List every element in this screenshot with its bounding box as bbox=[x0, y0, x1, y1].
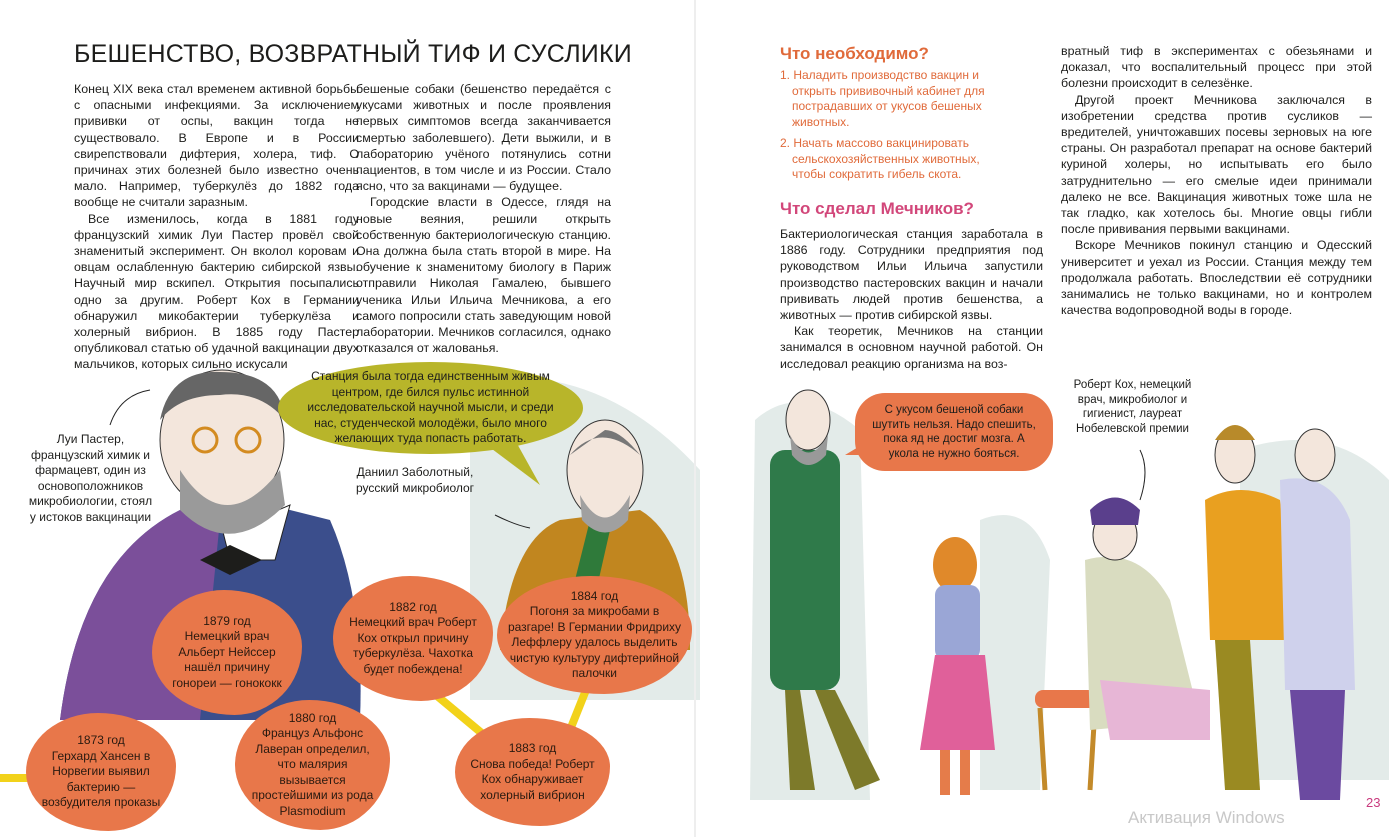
done-heading: Что сделал Мечников? bbox=[780, 199, 974, 218]
paragraph: Все изменилось, когда в 1881 году французский химик Луи Пастер провёл свой знаменитый эксперимент. Он вколол коровам и овцам ослабленную бактерию сибирской язвы. Научный мир вскипел. Открытия посыпались одно за другим. Роберт Кох в Германии обнаружил микобактерии туберкулёза и холерный вибрион. В 1885 году Пастер опубликовал статью об удачной вакцинации двух мальчиков, которых сильно искусали bbox=[74, 211, 359, 372]
timeline-year: 1882 год bbox=[389, 599, 437, 614]
need-item: 2. Начать массово вакцинировать сельскохозяйственных животных, чтобы сократить гибель скота. bbox=[780, 136, 980, 181]
timeline-year: 1884 год bbox=[570, 588, 619, 603]
text-column-3 bbox=[780, 226, 1043, 372]
koch-scene-illustration bbox=[1035, 425, 1355, 800]
timeline-bubble-1884 bbox=[497, 576, 692, 694]
timeline-text: Немецкий врач Альберт Нейссер нашёл причину гонореи — гонококк bbox=[172, 629, 282, 690]
page-title: БЕШЕНСТВО, ВОЗВРАТНЫЙ ТИФ И СУСЛИКИ bbox=[74, 40, 632, 68]
need-heading: Что необходимо? bbox=[780, 44, 929, 63]
quote-bubble: Станция была тогда единственным живым центром, где бился пульс истинной исследовательской научной мысли, и среди нас, студенческой молодёжи, было много желающих туда попасть работать. bbox=[278, 362, 583, 454]
paragraph: Городские власти в Одессе, глядя на новые веяния, решили открыть собственную бактериологическую станцию. Она должна была стать второй в мире. На обучение к знаменитому биологу в Париж отправили Николая Гамалею, бывшего ученика Ильи Ильича Мечникова, а его самого попросили стать заведующим новой лаборатории. Мечников согласился, однако отказался от жалованья. bbox=[356, 195, 611, 356]
timeline-text: Снова победа! Роберт Кох обнаруживает холерный вибрион bbox=[470, 756, 595, 802]
timeline-text: Погоня за микробами в разгаре! В Германии Фридриху Леффлеру удалось выделить чистую культуру дифтерийной палочки bbox=[507, 604, 682, 680]
paragraph: Другой проект Мечникова заключался в изобретении средства против сусликов — вредителей, уничтожавших посевы зерновых на юге страны. Он разработал препарат на основе бактерий куриной холеры, но испытывать его было затруднительно — его смелые идеи принимали далеко не все. Вакцинация животных тоже шла не так гладко, как хотелось бы. Многие овцы гибли после прививания первыми вакцинами. bbox=[1061, 92, 1372, 237]
timeline-text: Немецкий врач Роберт Кох открыл причину туберкулёза. Чахотка будет побеждена! bbox=[349, 615, 477, 676]
text-column-1 bbox=[74, 81, 359, 373]
timeline-year: 1873 год bbox=[77, 733, 125, 748]
timeline-text: Герхард Хансен в Норвегии выявил бактерию — возбудителя проказы bbox=[41, 748, 161, 810]
need-list bbox=[780, 68, 1010, 189]
pasteur-caption: Луи Пастер, французский химик и фармацевт, один из основоположников микробиологии, стоял у истоков вакцинации bbox=[28, 432, 153, 524]
timeline-year: 1879 год bbox=[203, 613, 251, 628]
paragraph: Как теоретик, Мечников на станции занимался в основном научной работой. Он исследовал реакцию организма на воз- bbox=[780, 324, 1043, 371]
koch-caption: Роберт Кох, немецкий врач, микробиолог и гигиенист, лауреат Нобелевской премии bbox=[1073, 379, 1192, 435]
timeline-year: 1883 год bbox=[508, 741, 557, 755]
timeline-year: 1880 год bbox=[288, 710, 337, 725]
speech-bubble: С укусом бешеной собаки шутить нельзя. Надо спешить, пока яд не достиг мозга. А укола не нужно бояться. bbox=[855, 393, 1053, 471]
paragraph: Конец XIX века стал временем активной борьбы с опасными инфекциями. За исключением прививки от оспы, вакцин тогда не существовало. В Европе и в России свирепствовали дифтерия, холера, тиф. О причинах этих болезней было известно очень мало. Например, туберкулёз до 1882 года вообще не считали заразным. bbox=[74, 82, 359, 210]
text-column-2 bbox=[356, 81, 611, 356]
paragraph: Бактериологическая станция заработала в 1886 году. Сотрудники предприятия под руководством Ильи Ильича запустили производство пастеровских вакцин и начали прививать людей против бешенства, а животных — против сибирской язвы. bbox=[780, 227, 1043, 323]
page-number: 23 bbox=[1366, 795, 1381, 810]
paragraph: бешеные собаки (бешенство передаётся с укусами животных и после проявления первых симптомов всегда заканчивается смертью заболевшего). Дети выжили, и в лабораторию учёного потянулись сотни пациентов, в том числе и из России. Стало ясно, что за вакцинами — будущее. bbox=[356, 82, 611, 194]
text-column-4 bbox=[1061, 43, 1372, 318]
windows-activation-watermark: Активация Windows bbox=[1128, 808, 1285, 827]
timeline-text: Француз Альфонс Лаверан определил, что малярия вызывается простейшими из рода Plasmodium bbox=[251, 726, 374, 818]
zabolotny-caption: Даниил Заболотный, русский микробиолог bbox=[355, 465, 475, 495]
need-item: 1. Наладить производство вакцин и открыть прививочный кабинет для пострадавших от укусов бешеных животных. bbox=[780, 68, 985, 129]
paragraph: вратный тиф в экспериментах с обезьянами и доказал, что воспалительный процесс при этой болезни происходит в селезёнке. bbox=[1061, 44, 1372, 91]
paragraph: Вскоре Мечников покинул станцию и Одесский университет и уехал из России. Станция между тем продолжала работать. Впоследствии её сотрудники занимались не только вакцинами, но и контролем качества водопроводной воды в городе. bbox=[1061, 238, 1372, 318]
timeline-bubble-1880 bbox=[235, 700, 390, 830]
